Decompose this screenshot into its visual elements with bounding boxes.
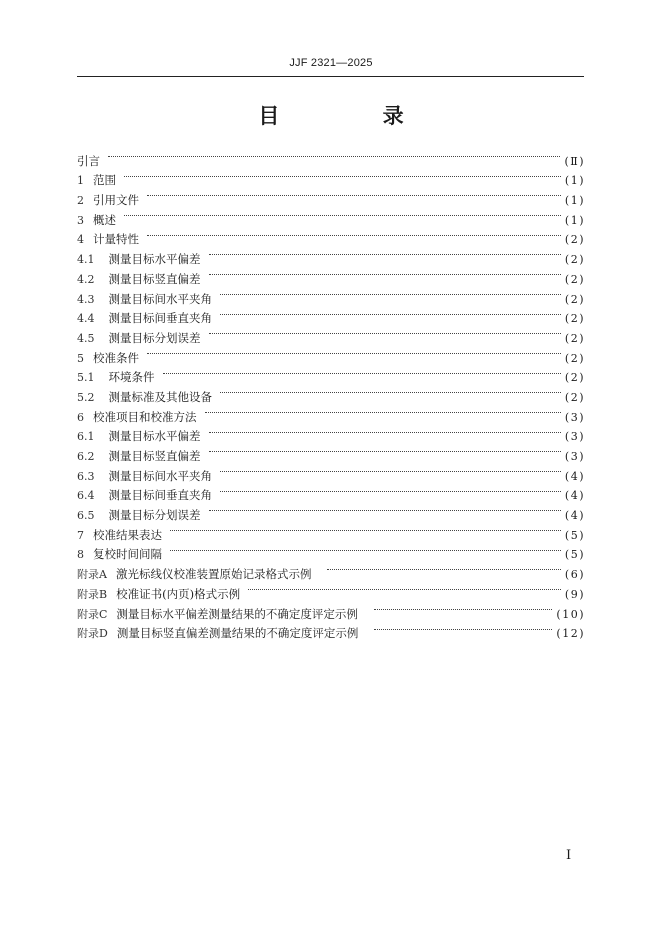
toc-entry-page: (1): [564, 194, 585, 208]
toc-entry-label: 测量目标竖直偏差: [108, 271, 201, 286]
toc-entry-number: 4.1: [77, 253, 95, 267]
toc-leader-dots: [124, 165, 561, 185]
toc-leader-dots: [209, 499, 561, 519]
toc-leader-dots: [327, 558, 560, 578]
toc-leader-dots: [209, 440, 561, 460]
toc-entry-label: 测量目标间垂直夹角: [108, 488, 212, 503]
toc-entry-number: 6.2: [77, 450, 95, 463]
toc-entry-page: (2): [564, 331, 585, 345]
toc-entry-number: 3: [77, 213, 84, 227]
toc-entry[interactable]: [77, 145, 585, 168]
toc-leader-dots: [209, 322, 561, 342]
toc-entry-label: 测量目标分划误差: [108, 330, 201, 345]
toc-leader-dots: [205, 401, 561, 421]
toc-entry-page: (2): [564, 351, 585, 365]
toc-entry-label: 测量目标竖直偏差: [108, 449, 201, 463]
toc-entry-number: 8: [77, 548, 84, 562]
toc-entry-page: (5): [564, 528, 585, 542]
toc-entry-page: (2): [564, 312, 585, 326]
toc-leader-dots: [209, 243, 561, 263]
toc-entry-page: (2): [564, 233, 585, 247]
toc-entry-label: 测量目标间水平夹角: [108, 468, 212, 483]
toc-entry[interactable]: [77, 243, 585, 267]
toc-entry-label: 引用文件: [93, 193, 139, 208]
toc-entry-page: (3): [564, 450, 585, 463]
toc-entry-label: 测量目标间垂直夹角: [108, 311, 212, 326]
toc-entry-label: 测量目标水平偏差: [108, 429, 201, 444]
toc-leader-dots: [124, 204, 561, 224]
toc-entry-page: (4): [564, 469, 585, 483]
toc-entry-label: 测量目标水平偏差测量结果的不确定度评定示例: [116, 606, 358, 621]
toc-title: 目 录: [258, 103, 452, 128]
toc-entry-number: 1: [77, 174, 84, 188]
toc-entry[interactable]: [77, 184, 585, 208]
toc-leader-dots: [209, 421, 561, 441]
toc-entry-label: 测量标准及其他设备: [108, 389, 212, 404]
toc-entry-label: 测量目标间水平夹角: [108, 291, 212, 306]
toc-entry-page: (12): [556, 627, 585, 641]
toc-entry-label: 校准结果表达: [93, 527, 162, 542]
toc-entry-number: 5.1: [77, 371, 95, 385]
toc-entry-number: 附录C: [77, 607, 108, 621]
toc-entry-number: 附录B: [77, 587, 108, 601]
toc-leader-dots: [220, 381, 561, 401]
toc-entry-label: 复校时间间隔: [93, 547, 162, 562]
toc-entry-number: 附录D: [77, 627, 108, 641]
toc-leader-dots: [147, 224, 561, 244]
toc-entry-number: 4: [77, 233, 84, 247]
toc-entry-page: (2): [564, 371, 585, 385]
toc-leader-dots: [209, 263, 561, 283]
toc-entry-label: 测量目标水平偏差: [108, 252, 201, 267]
toc-entry-label: 测量目标竖直偏差测量结果的不确定度评定示例: [116, 626, 359, 641]
toc-entry-number: 4.3: [77, 292, 95, 306]
toc-entry-label: 激光标线仪校准装置原始记录格式示例: [115, 567, 312, 582]
toc-entry-number: 附录A: [77, 568, 107, 582]
toc-leader-dots: [374, 598, 552, 618]
toc-entry[interactable]: [77, 224, 585, 247]
toc-entry-page: (3): [564, 430, 585, 444]
toc-leader-dots: [147, 342, 561, 362]
toc-entry-number: 5: [77, 351, 84, 365]
toc-leader-dots: [170, 519, 561, 539]
toc-leader-dots: [374, 618, 552, 638]
toc-entry-page: (5): [564, 548, 585, 562]
toc-entry-page: (Ⅱ): [564, 154, 585, 168]
toc-entry-number: 2: [77, 194, 84, 208]
toc-entry-label: 引言: [77, 153, 100, 168]
page-number: I: [566, 848, 572, 863]
table-of-contents: [77, 145, 585, 641]
toc-entry-number: 4.4: [77, 312, 95, 326]
toc-entry-label: 概述: [93, 212, 116, 227]
toc-entry-number: 7: [77, 528, 84, 542]
toc-entry[interactable]: [77, 165, 585, 188]
toc-entry-page: (1): [564, 213, 585, 227]
toc-entry-page: (1): [564, 174, 585, 188]
toc-entry-page: (2): [564, 272, 585, 286]
toc-entry[interactable]: [77, 362, 585, 385]
toc-entry-number: 6.4: [77, 489, 95, 503]
toc-entry-label: 测量目标分划误差: [108, 508, 201, 523]
toc-entry-page: (4): [564, 509, 585, 523]
header-divider: [77, 76, 584, 77]
toc-leader-dots: [248, 578, 561, 598]
toc-entry-number: 5.2: [77, 390, 95, 404]
toc-leader-dots: [147, 184, 561, 204]
toc-entry-number: 6.3: [77, 469, 95, 483]
toc-entry-label: 范围: [93, 173, 116, 188]
toc-leader-dots: [220, 480, 561, 500]
toc-entry-number: 4.2: [77, 272, 95, 286]
toc-entry-page: (10): [556, 607, 585, 621]
toc-entry-label: 校准项目和校准方法: [93, 409, 197, 424]
toc-entry-number: 4.5: [77, 331, 95, 345]
toc-entry-page: (3): [564, 410, 585, 424]
toc-entry-page: (4): [564, 489, 585, 503]
toc-entry-page: (6): [564, 568, 585, 582]
toc-entry-page: (9): [564, 587, 585, 601]
toc-leader-dots: [220, 303, 561, 323]
toc-leader-dots: [108, 145, 560, 165]
toc-entry-number: 6.5: [77, 509, 95, 523]
toc-entry-number: 6.1: [77, 430, 95, 444]
toc-entry-label: 计量特性: [93, 232, 139, 247]
toc-entry-page: (2): [564, 292, 585, 306]
toc-entry-label: 环境条件: [108, 370, 155, 385]
toc-entry-label: 校准证书(内页)格式示例: [116, 586, 241, 601]
toc-entry[interactable]: [77, 204, 585, 227]
toc-entry[interactable]: [77, 342, 585, 365]
toc-entry-page: (2): [564, 390, 585, 404]
toc-leader-dots: [220, 460, 561, 480]
toc-entry-page: (2): [564, 253, 585, 267]
toc-leader-dots: [220, 283, 561, 303]
toc-leader-dots: [170, 539, 561, 559]
toc-entry-number: 6: [77, 410, 84, 424]
toc-leader-dots: [163, 362, 561, 382]
standard-code-header: JJF 2321—2025: [289, 57, 373, 69]
toc-entry-label: 校准条件: [93, 350, 139, 365]
